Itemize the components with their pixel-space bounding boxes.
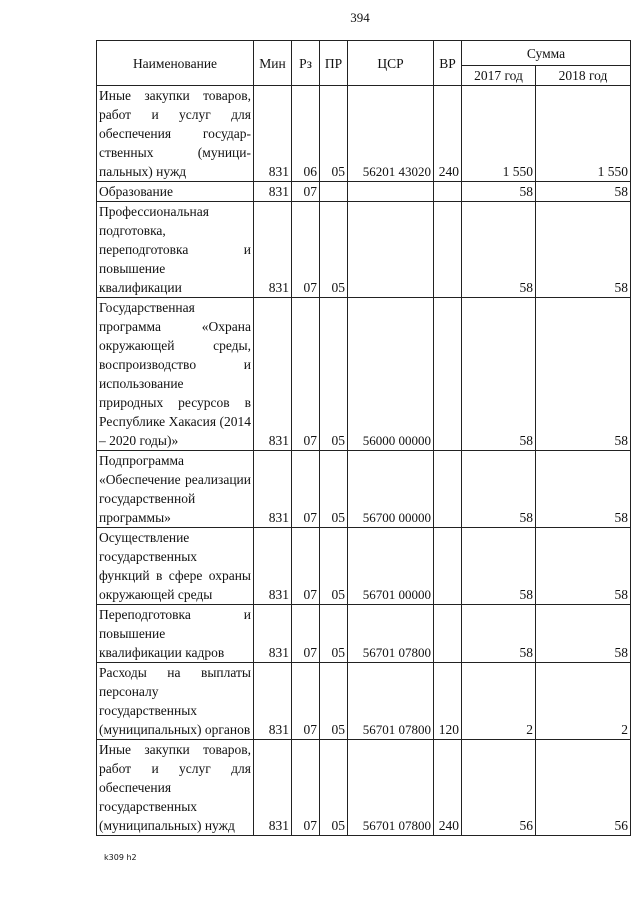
- cell-2018: 2: [536, 663, 631, 740]
- cell-min: 831: [254, 663, 292, 740]
- cell-2018: 58: [536, 298, 631, 451]
- table-row: [97, 528, 631, 605]
- cell-csr: [348, 202, 434, 298]
- cell-2017: 56: [462, 740, 536, 836]
- cell-csr: 56000 00000: [348, 298, 434, 451]
- cell-min: 831: [254, 182, 292, 202]
- cell-name: Иные закупки товаров, работ и услуг для обеспечения государственных (муниципальных) нужд: [97, 740, 254, 836]
- cell-vr: [434, 528, 462, 605]
- cell-2018: 58: [536, 605, 631, 663]
- cell-pr: 05: [320, 605, 348, 663]
- cell-min: 831: [254, 605, 292, 663]
- cell-vr: [434, 182, 462, 202]
- header-vr: ВР: [434, 41, 462, 86]
- cell-2017: 58: [462, 202, 536, 298]
- cell-rz: 07: [292, 605, 320, 663]
- cell-pr: 05: [320, 202, 348, 298]
- cell-min: 831: [254, 298, 292, 451]
- header-pr: ПР: [320, 41, 348, 86]
- cell-rz: 07: [292, 528, 320, 605]
- cell-name: Подпрограмма «Обеспечение реализации государственной программы»: [97, 451, 254, 528]
- cell-vr: [434, 298, 462, 451]
- header-name: Наименование: [97, 41, 254, 86]
- cell-csr: 56701 00000: [348, 528, 434, 605]
- cell-min: 831: [254, 451, 292, 528]
- cell-rz: 07: [292, 740, 320, 836]
- cell-2017: 58: [462, 451, 536, 528]
- cell-2017: 58: [462, 298, 536, 451]
- cell-rz: 07: [292, 298, 320, 451]
- cell-vr: [434, 451, 462, 528]
- header-min: Мин: [254, 41, 292, 86]
- header-csr: ЦСР: [348, 41, 434, 86]
- cell-vr: [434, 605, 462, 663]
- cell-csr: 56700 00000: [348, 451, 434, 528]
- table-row: [97, 182, 631, 202]
- cell-name: Государственная программа «Охрана окружающей среды, воспроизводство и использование природных ресурсов в Республике Хакасия (2014 – 2020 годы)»: [97, 298, 254, 451]
- budget-table: [96, 40, 631, 836]
- cell-vr: 240: [434, 86, 462, 182]
- page-number: 394: [350, 10, 370, 25]
- cell-name: Расходы на выплаты персоналу государственных (муниципальных) органов: [97, 663, 254, 740]
- table-row: [97, 298, 631, 451]
- cell-pr: 05: [320, 663, 348, 740]
- cell-2018: 56: [536, 740, 631, 836]
- cell-2018: 58: [536, 202, 631, 298]
- cell-pr: [320, 182, 348, 202]
- cell-min: 831: [254, 740, 292, 836]
- cell-csr: 56701 07800: [348, 663, 434, 740]
- cell-csr: 56701 07800: [348, 605, 434, 663]
- cell-2017: 58: [462, 528, 536, 605]
- footer-code: k309 h2: [104, 853, 137, 862]
- table-row: [97, 451, 631, 528]
- cell-rz: 07: [292, 451, 320, 528]
- cell-pr: 05: [320, 451, 348, 528]
- cell-name: Иные закупки товаров, работ и услуг для обеспечения государственных (муниципальных) нужд: [97, 86, 254, 182]
- cell-2018: 1 550: [536, 86, 631, 182]
- header-year-2018: 2018 год: [536, 66, 631, 86]
- header-year-2017: 2017 год: [462, 66, 536, 86]
- cell-name: Образование: [97, 182, 254, 202]
- cell-min: 831: [254, 86, 292, 182]
- cell-name: Профессиональная подготовка, переподготовка и повышение квалификации: [97, 202, 254, 298]
- cell-2018: 58: [536, 528, 631, 605]
- cell-pr: 05: [320, 86, 348, 182]
- table-row: [97, 605, 631, 663]
- cell-2017: 1 550: [462, 86, 536, 182]
- cell-pr: 05: [320, 740, 348, 836]
- cell-min: 831: [254, 202, 292, 298]
- cell-min: 831: [254, 528, 292, 605]
- cell-pr: 05: [320, 528, 348, 605]
- cell-2018: 58: [536, 451, 631, 528]
- cell-rz: 07: [292, 182, 320, 202]
- table-row: [97, 86, 631, 182]
- cell-rz: 07: [292, 202, 320, 298]
- table-row: [97, 202, 631, 298]
- table-body: [97, 86, 631, 836]
- cell-csr: 56701 07800: [348, 740, 434, 836]
- cell-rz: 06: [292, 86, 320, 182]
- cell-pr: 05: [320, 298, 348, 451]
- cell-vr: 240: [434, 740, 462, 836]
- cell-2017: 58: [462, 182, 536, 202]
- cell-csr: [348, 182, 434, 202]
- cell-2018: 58: [536, 182, 631, 202]
- cell-2017: 58: [462, 605, 536, 663]
- cell-vr: [434, 202, 462, 298]
- table-row: [97, 663, 631, 740]
- cell-2017: 2: [462, 663, 536, 740]
- header-sum: Сумма: [462, 41, 631, 66]
- header-rz: Рз: [292, 41, 320, 86]
- cell-name: Переподготовка и повышение квалификации кадров: [97, 605, 254, 663]
- cell-vr: 120: [434, 663, 462, 740]
- cell-name: Осуществление государственных функций в сфере охраны окружающей среды: [97, 528, 254, 605]
- table-row: [97, 740, 631, 836]
- cell-rz: 07: [292, 663, 320, 740]
- cell-csr: 56201 43020: [348, 86, 434, 182]
